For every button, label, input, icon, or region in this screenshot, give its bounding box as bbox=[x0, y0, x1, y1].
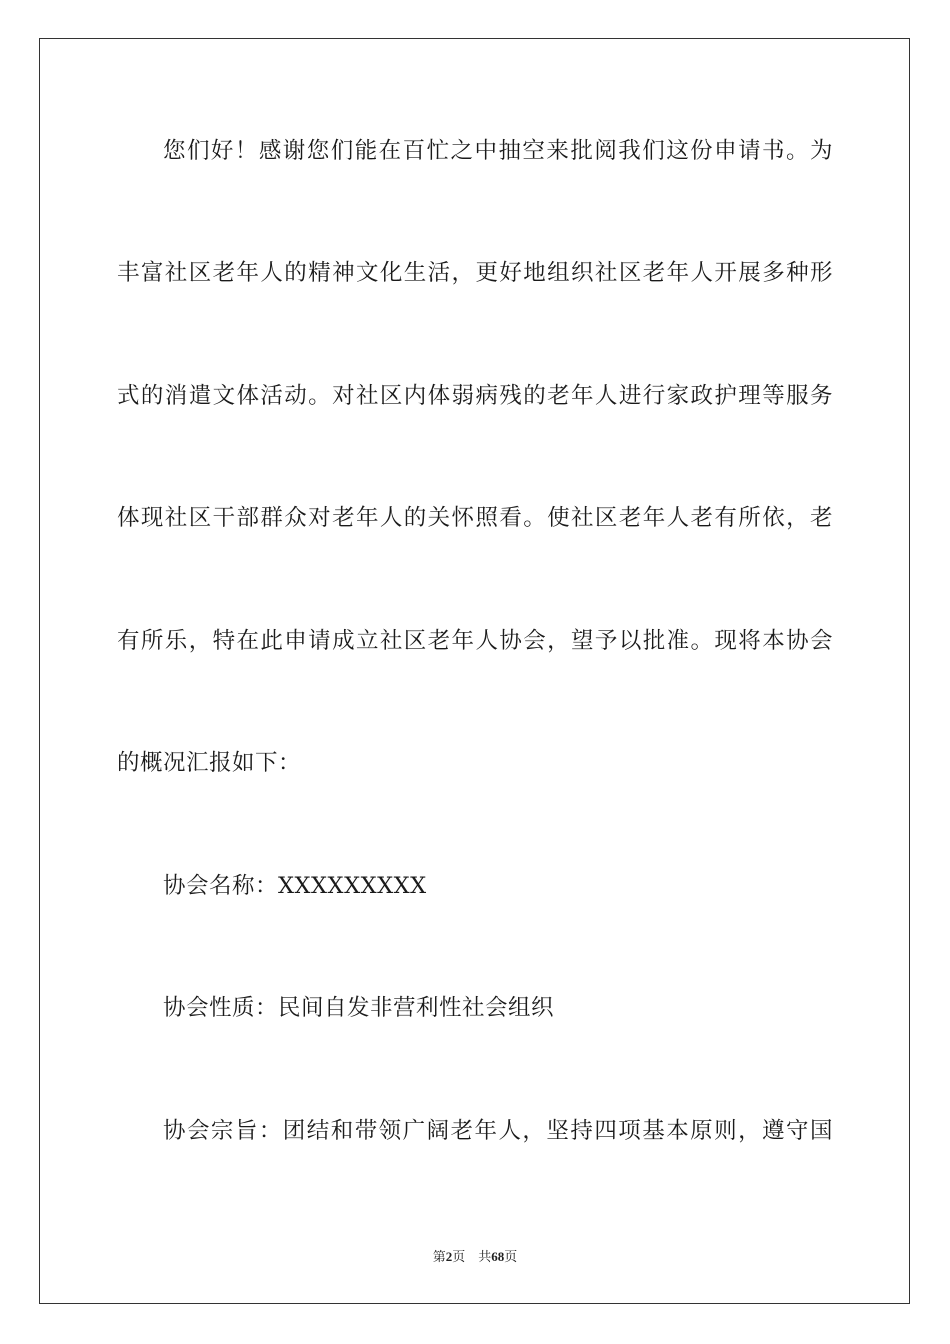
paragraph-line-4: 体现社区干部群众对老年人的关怀照看。使社区老年人老有所依，老 bbox=[117, 505, 833, 531]
page-border bbox=[39, 38, 910, 1304]
page-footer bbox=[0, 1246, 950, 1265]
association-name-line: 协会名称：XXXXXXXXX bbox=[163, 873, 427, 899]
footer-page-number: 2 bbox=[445, 1249, 453, 1264]
paragraph-line-6: 的概况汇报如下： bbox=[117, 750, 302, 776]
footer-page-unit: 页 bbox=[452, 1249, 466, 1264]
paragraph-line-1: 您们好！感谢您们能在百忙之中抽空来批阅我们这份申请书。为 bbox=[163, 138, 833, 164]
paragraph-line-5: 有所乐，特在此申请成立社区老年人协会，望予以批准。现将本协会 bbox=[117, 628, 833, 654]
association-purpose-line: 协会宗旨：团结和带领广阔老年人，坚持四项基本原则，遵守国 bbox=[163, 1118, 833, 1144]
paragraph-line-3: 式的消遣文体活动。对社区内体弱病残的老年人进行家政护理等服务 bbox=[117, 383, 833, 409]
paragraph-line-2: 丰富社区老年人的精神文化生活，更好地组织社区老年人开展多种形 bbox=[117, 260, 833, 286]
footer-total-prefix: 共 bbox=[478, 1249, 492, 1264]
footer-page-prefix: 第 bbox=[432, 1249, 446, 1264]
footer-total-pages: 68 bbox=[491, 1249, 505, 1264]
footer-total-unit: 页 bbox=[504, 1249, 518, 1264]
association-nature-line: 协会性质：民间自发非营利性社会组织 bbox=[163, 995, 555, 1021]
